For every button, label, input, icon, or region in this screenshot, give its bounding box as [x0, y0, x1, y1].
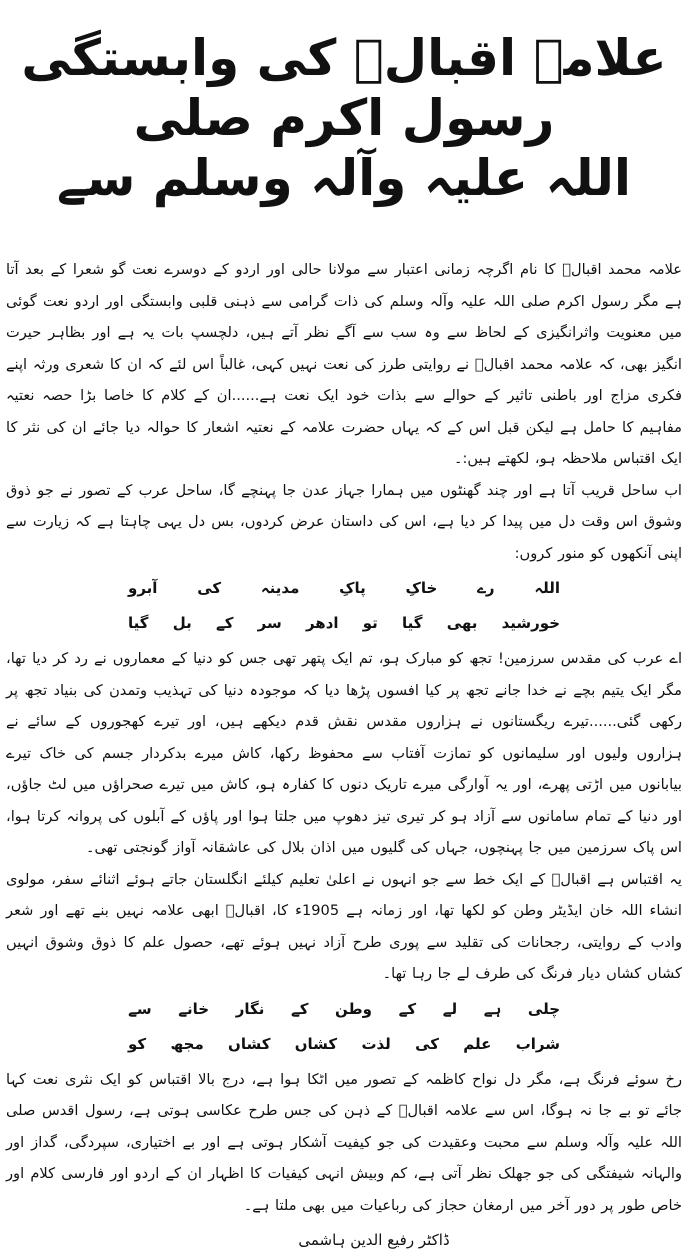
verse-word: خانے: [178, 999, 210, 1018]
verse-word: سے: [128, 999, 152, 1018]
verse-word: کشاں: [294, 1034, 338, 1053]
verse-couplet-1: [6, 571, 682, 641]
verse-word: لے: [442, 999, 458, 1018]
article-title: [6, 28, 682, 208]
verse-line: [6, 1027, 682, 1062]
verse-word: پاکِ: [339, 579, 366, 597]
title-line-2: اللہ علیہ وآلہ وسلم سے: [56, 149, 632, 207]
paragraph-conclusion: رخ سوئے فرنگ ہے، مگر دل نواح کاظمہ کے تصور میں اٹکا ہوا ہے، درج بالا اقتباس کو ایک نثری نعت کہا جائے تو بے جا نہ ہوگا، اس سے علامہ اقبالؒ کے ذہن کی جس طرح عکاسی ہوتی ہے، رسول اقدس صلی اللہ علیہ وآلہ وسلم سے محبت وعقیدت کی جو کیفیت آشکار ہوتی ہے اور بے اختیاری، سپردگی، گداز اور والہانہ شیفتگی کی جو جھلک نظر آتی ہے، کم وبیش انہی کیفیات کا اظہار ان کے اردو اور فارسی کلام اور خاص طور پر دور آخر میں ارمغان حجاز کی رباعیات میں بھی ملتا ہے۔: [6, 1070, 682, 1214]
verse-line: [6, 571, 682, 606]
verse-word: نگار: [235, 999, 265, 1018]
verse-word: شراب: [515, 1034, 560, 1053]
verse-word: علم: [463, 1034, 492, 1053]
verse-word: سر: [257, 614, 282, 632]
verse-word: آبرو: [128, 579, 158, 597]
verse-word: کو: [128, 1034, 147, 1053]
verse-couplet-2: [6, 992, 682, 1062]
verse-word: مدینہ: [260, 579, 300, 597]
verse-line: [6, 992, 682, 1027]
verse-word: خاکِ: [405, 579, 438, 597]
verse-word: بل: [172, 614, 192, 632]
paragraph-context: یہ اقتباس ہے اقبالؒ کے ایک خط سے جو انہوں نے اعلیٰ تعلیم کیلئے انگلستان جاتے ہوئے اثنائے سفر، مولوی انشاء اللہ خان ایڈیٹر وطن کو لکھا تھا، اور زمانہ ہے 1905ء کا، اقبالؒ ابھی علامہ نہیں بنے تھے اور شعر وادب کے روایتی، رجحانات کی تقلید سے پوری طرح آزاد نہیں ہوئے تھے، حصول علم کا ذوق وشوق انہیں کشاں کشاں دیار فرنگ کی طرف لے جا رہا تھا۔: [6, 870, 682, 982]
verse-word: خورشید: [501, 614, 560, 632]
verse-word: کشاں: [228, 1034, 271, 1053]
verse-word: ادھر: [305, 614, 339, 632]
paragraph-letter-opening: اب ساحل قریب آتا ہے اور چند گھنٹوں میں ہمارا جہاز عدن جا پہنچے گا، ساحل عرب کے تصور نے جو ذوق وشوق اس وقت دل میں پیدا کر دیا ہے، اس کی داستان عرض کردوں، بس دل یہی چاہتا ہے کہ زیارت سے اپنی آنکھوں کو منور کروں:: [6, 481, 682, 562]
verse-word: مجھ: [170, 1034, 204, 1053]
verse-word: تو: [362, 614, 378, 632]
verse-word: اللہ: [534, 579, 560, 597]
verse-word: وطن: [335, 999, 372, 1018]
verse-word: گیا: [402, 614, 423, 632]
verse-word: کی: [197, 579, 222, 597]
paragraph-intro: علامہ محمد اقبالؒ کا نام اگرچہ زمانی اعتبار سے مولانا حالی اور اردو کے دوسرے نعت گو شعرا کے بعد آتا ہے مگر رسول اکرم صلی اللہ علیہ وآلہ وسلم کی ذات گرامی سے ذہنی قلبی وابستگی اور اردو نعت گوئی میں معنویت واثرانگیزی کے لحاظ سے وہ سب سے آگے نظر آتے ہیں، دلچسپ بات یہ ہے اور بظاہر حیرت انگیز بھی، کہ علامہ محمد اقبالؒ نے روایتی طرز کی نعت نہیں کہی، غالباً اس لئے کہ ان کا شعری ورثہ اپنے فکری مزاج اور باطنی تاثیر کے حوالے سے بذات خود ایک نعت ہے......ان کے کلام کا خاصا بڑا حصہ نعتیہ مفاہیم کا حامل ہے لیکن قبل اس کے کہ یہاں حضرت علامہ کے نعتیہ اشعار کا حوالہ دیا جائے ان کی نثر کا ایک اقتباس ملاحظہ ہو، لکھتے ہیں:۔: [6, 261, 682, 467]
verse-word: چلی: [527, 999, 560, 1018]
verse-word: ہے: [483, 999, 502, 1018]
paragraph-letter-body: اے عرب کی مقدس سرزمین! تجھ کو مبارک ہو، تم ایک پتھر تھی جس کو دنیا کے معماروں نے رد کر دیا تھا، مگر ایک یتیم بچے نے خدا جانے تجھ پر کیا افسوں پڑھا دیا کہ موجودہ دنیا کی تہذیب وتمدن کی بنیاد تجھ پر رکھی گئی......تیرے ریگستانوں نے ہزاروں مقدس نقش قدم دیکھے ہیں، اور تیرے کھجوروں کے سائے نے ہزاروں ولیوں اور سلیمانوں کو تمازت آفتاب سے محفوظ رکھا، کاش میرے بدکردار جسم کی خاک تیرے بیابانوں میں اڑتی پھرے، اور یہ آوارگی میرے تاریک دنوں کا کفارہ ہو، کاش میں تیرے صحراؤں میں لٹ جاؤں، اور دنیا کے تمام سامانوں سے آزاد ہو کر تیری تیز دھوپ میں جلتا ہوا اور پاؤں کے آبلوں کی پروانہ کرتا ہوا، اس پاک سرزمین میں جا پہنچوں، جہاں کی گلیوں میں اذان بلال کی عاشقانہ آواز گونجتی تھی۔: [6, 650, 682, 856]
verse-word: رے: [477, 579, 495, 597]
verse-word: گیا: [128, 614, 149, 632]
title-line-1: علامہ اقبالؒ کی وابستگی رسول اکرم صلی: [21, 29, 667, 147]
verse-word: کے: [398, 999, 417, 1018]
verse-word: کے: [215, 614, 234, 632]
verse-word: لذت: [361, 1034, 391, 1053]
title-spacer: [6, 208, 682, 254]
verse-word: کے: [290, 999, 309, 1018]
verse-word: کی: [415, 1034, 439, 1053]
verse-line: [6, 606, 682, 641]
verse-word: بھی: [446, 614, 478, 632]
author-signature: ڈاکٹر رفیع الدین ہاشمی: [298, 1231, 450, 1249]
